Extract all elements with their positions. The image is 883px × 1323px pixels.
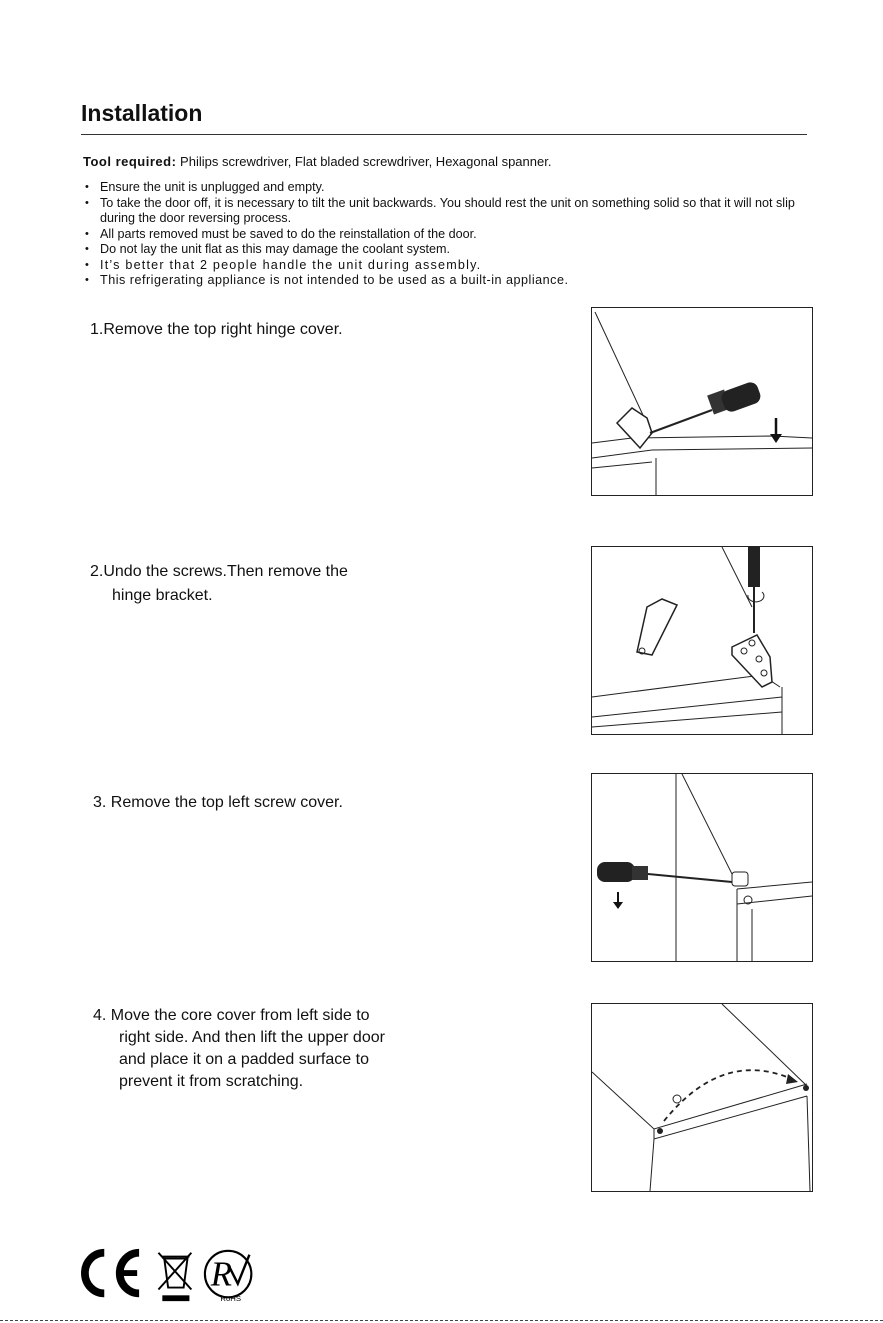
step-2-figure — [591, 546, 813, 735]
certification-marks — [72, 1245, 272, 1305]
step-3-figure — [591, 773, 813, 962]
hinge-bracket-illustration — [592, 547, 812, 734]
tools-required — [83, 154, 551, 169]
tools-label: Tool required: — [83, 154, 177, 169]
step-2-text: 2.Undo the screws.Then remove the — [90, 563, 348, 580]
step-3-text: 3. Remove the top left screw cover. — [93, 794, 343, 811]
step-4-text — [93, 1005, 453, 1093]
list-item: • All parts removed must be saved to do the reinstallation of the door. — [83, 227, 813, 243]
list-item: • Ensure the unit is unplugged and empty. — [83, 180, 813, 196]
title-rule — [81, 134, 807, 135]
rohs-label: RoHS — [220, 1294, 242, 1304]
step-4-line-1: 4. Move the core cover from left side to — [93, 1007, 370, 1024]
step-1-figure — [591, 307, 813, 496]
step-4-line-3: and place it on a padded surface to — [119, 1051, 369, 1068]
rohs-mark-icon — [205, 1251, 251, 1303]
step-4-figure — [591, 1003, 813, 1192]
core-cover-illustration — [592, 1004, 812, 1191]
list-item: • To take the door off, it is necessary to tilt the unit backwards. You should rest the unit on something solid so that it will not slip during the door reversing process. — [83, 196, 813, 227]
list-item: • Do not lay the unit flat as this may damage the coolant system. — [83, 242, 813, 258]
list-item: • It’s better that 2 people handle the unit during assembly. — [83, 258, 813, 274]
step-2-text-cont: hinge bracket. — [112, 587, 213, 604]
ce-mark-icon — [85, 1253, 139, 1294]
step-4-line-4: prevent it from scratching. — [119, 1073, 304, 1090]
tools-text: Philips screwdriver, Flat bladed screwdriver, Hexagonal spanner. — [176, 154, 552, 169]
step-1-text: 1.Remove the top right hinge cover. — [90, 321, 343, 338]
step-4-line-2: right side. And then lift the upper door — [119, 1029, 385, 1046]
hinge-cover-illustration — [592, 308, 812, 495]
precautions-list — [83, 180, 813, 289]
crossed-bin-icon — [158, 1253, 191, 1301]
svg-text:R: R — [210, 1254, 232, 1294]
screw-cover-illustration — [592, 774, 812, 961]
page-trim-line — [0, 1320, 883, 1321]
list-item: • This refrigerating appliance is not intended to be used as a built-in appliance. — [83, 273, 813, 289]
page-title: Installation — [81, 100, 203, 126]
